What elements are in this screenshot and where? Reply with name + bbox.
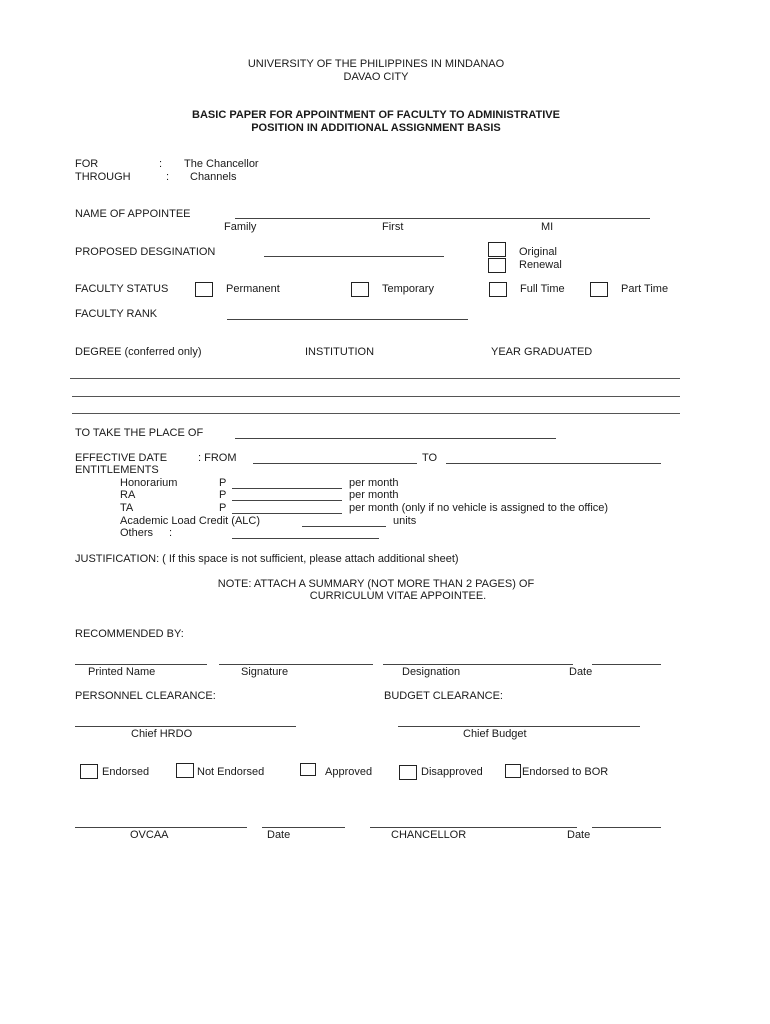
degree-row-line-3[interactable] bbox=[72, 413, 680, 414]
part-time-checkbox[interactable] bbox=[590, 282, 608, 297]
form-title-line1: BASIC PAPER FOR APPOINTMENT OF FACULTY TO ADMINISTRATIVE bbox=[192, 109, 560, 121]
signature-line[interactable] bbox=[219, 664, 373, 665]
faculty-status-label: FACULTY STATUS bbox=[75, 283, 169, 295]
alc-label: Academic Load Credit (ALC) bbox=[120, 515, 261, 527]
full-time-checkbox[interactable] bbox=[489, 282, 507, 297]
part-time-label: Part Time bbox=[621, 283, 669, 295]
degree-label: DEGREE (conferred only) bbox=[75, 346, 202, 358]
ta-note: per month (only if no vehicle is assigned to the office) bbox=[349, 502, 609, 514]
chief-budget-caption: Chief Budget bbox=[463, 728, 527, 740]
not-endorsed-checkbox[interactable] bbox=[176, 763, 194, 778]
personnel-clearance-label: PERSONNEL CLEARANCE: bbox=[75, 690, 216, 702]
chief-hrdo-line[interactable] bbox=[75, 726, 296, 727]
from-label: : FROM bbox=[198, 452, 237, 464]
designation-line[interactable] bbox=[264, 256, 444, 257]
to-date-line[interactable] bbox=[446, 463, 661, 464]
honorarium-peso: P bbox=[219, 477, 227, 489]
university-name: UNIVERSITY OF THE PHILIPPINES IN MINDANAO bbox=[247, 58, 505, 70]
entitlements-label: ENTITLEMENTS bbox=[75, 464, 159, 476]
faculty-rank-line[interactable] bbox=[227, 319, 468, 320]
alc-units: units bbox=[393, 515, 417, 527]
chancellor-caption: CHANCELLOR bbox=[391, 829, 467, 841]
temporary-label: Temporary bbox=[382, 283, 434, 295]
ra-amount-line[interactable] bbox=[232, 500, 342, 501]
disapproved-label: Disapproved bbox=[421, 766, 483, 778]
for-colon: : bbox=[159, 158, 163, 170]
others-label: Others bbox=[120, 527, 154, 539]
endorsed-bor-checkbox[interactable] bbox=[505, 764, 521, 778]
degree-row-line-1[interactable] bbox=[70, 378, 680, 379]
signature-caption: Signature bbox=[241, 666, 289, 678]
institution-label: INSTITUTION bbox=[305, 346, 375, 358]
ovcaa-line[interactable] bbox=[75, 827, 247, 828]
permanent-checkbox[interactable] bbox=[195, 282, 213, 297]
ra-per-month: per month bbox=[349, 489, 399, 501]
effective-date-label: EFFECTIVE DATE bbox=[75, 452, 168, 464]
permanent-label: Permanent bbox=[226, 283, 280, 295]
chancellor-date-line[interactable] bbox=[592, 827, 661, 828]
replacement-label: TO TAKE THE PLACE OF bbox=[75, 427, 204, 439]
designation-label: PROPOSED DESGINATION bbox=[75, 246, 216, 258]
chief-budget-line[interactable] bbox=[398, 726, 640, 727]
recommended-label: RECOMMENDED BY: bbox=[75, 628, 184, 640]
first-caption: First bbox=[382, 221, 404, 233]
others-line[interactable] bbox=[232, 538, 379, 539]
from-date-line[interactable] bbox=[253, 463, 417, 464]
form-title-line2: POSITION IN ADDITIONAL ASSIGNMENT BASIS bbox=[251, 122, 501, 134]
ra-peso: P bbox=[219, 489, 227, 501]
renewal-label: Renewal bbox=[519, 259, 562, 271]
others-colon: : bbox=[169, 527, 173, 539]
chief-hrdo-caption: Chief HRDO bbox=[131, 728, 193, 740]
ra-label: RA bbox=[120, 489, 136, 501]
honorarium-per-month: per month bbox=[349, 477, 399, 489]
ta-label: TA bbox=[120, 502, 134, 514]
city-name: DAVAO CITY bbox=[343, 71, 409, 83]
replacement-line[interactable] bbox=[235, 438, 556, 439]
approved-label: Approved bbox=[325, 766, 373, 778]
alc-units-line[interactable] bbox=[302, 526, 386, 527]
recommended-date-line[interactable] bbox=[592, 664, 661, 665]
endorsed-bor-label: Endorsed to BOR bbox=[522, 766, 609, 778]
endorsed-checkbox[interactable] bbox=[80, 764, 98, 779]
family-caption: Family bbox=[224, 221, 257, 233]
honorarium-label: Honorarium bbox=[120, 477, 178, 489]
for-value: The Chancellor bbox=[184, 158, 259, 170]
mi-caption: MI bbox=[541, 221, 554, 233]
through-value: Channels bbox=[190, 171, 237, 183]
honorarium-amount-line[interactable] bbox=[232, 488, 342, 489]
not-endorsed-label: Not Endorsed bbox=[197, 766, 265, 778]
appointee-label: NAME OF APPOINTEE bbox=[75, 208, 191, 220]
justification-label: JUSTIFICATION: ( If this space is not sufficient, please attach additional sheet) bbox=[75, 553, 459, 565]
ta-peso: P bbox=[219, 502, 227, 514]
for-label: FOR bbox=[75, 158, 99, 170]
printed-name-line[interactable] bbox=[75, 664, 207, 665]
renewal-checkbox[interactable] bbox=[488, 258, 506, 273]
designation-sign-line[interactable] bbox=[383, 664, 573, 665]
degree-row-line-2[interactable] bbox=[72, 396, 680, 397]
printed-name-caption: Printed Name bbox=[88, 666, 156, 678]
year-graduated-label: YEAR GRADUATED bbox=[491, 346, 593, 358]
faculty-rank-label: FACULTY RANK bbox=[75, 308, 158, 320]
ovcaa-date-caption: Date bbox=[267, 829, 291, 841]
through-label: THROUGH bbox=[75, 171, 131, 183]
original-checkbox[interactable] bbox=[488, 242, 506, 257]
endorsed-label: Endorsed bbox=[102, 766, 150, 778]
recommended-date-caption: Date bbox=[569, 666, 593, 678]
to-label: TO bbox=[422, 452, 438, 464]
note-line2: CURRICULUM VITAE APPOINTEE. bbox=[309, 590, 487, 602]
approved-checkbox[interactable] bbox=[300, 763, 316, 776]
ta-amount-line[interactable] bbox=[232, 513, 342, 514]
ovcaa-caption: OVCAA bbox=[130, 829, 169, 841]
ovcaa-date-line[interactable] bbox=[262, 827, 345, 828]
note-line1: NOTE: ATTACH A SUMMARY (NOT MORE THAN 2 PAGES) OF bbox=[217, 578, 535, 590]
through-colon: : bbox=[166, 171, 170, 183]
chancellor-date-caption: Date bbox=[567, 829, 591, 841]
full-time-label: Full Time bbox=[520, 283, 565, 295]
chancellor-line[interactable] bbox=[370, 827, 577, 828]
designation-caption: Designation bbox=[402, 666, 461, 678]
temporary-checkbox[interactable] bbox=[351, 282, 369, 297]
appointee-name-line[interactable] bbox=[235, 218, 650, 219]
budget-clearance-label: BUDGET CLEARANCE: bbox=[384, 690, 503, 702]
original-label: Original bbox=[519, 246, 557, 258]
disapproved-checkbox[interactable] bbox=[399, 765, 417, 780]
